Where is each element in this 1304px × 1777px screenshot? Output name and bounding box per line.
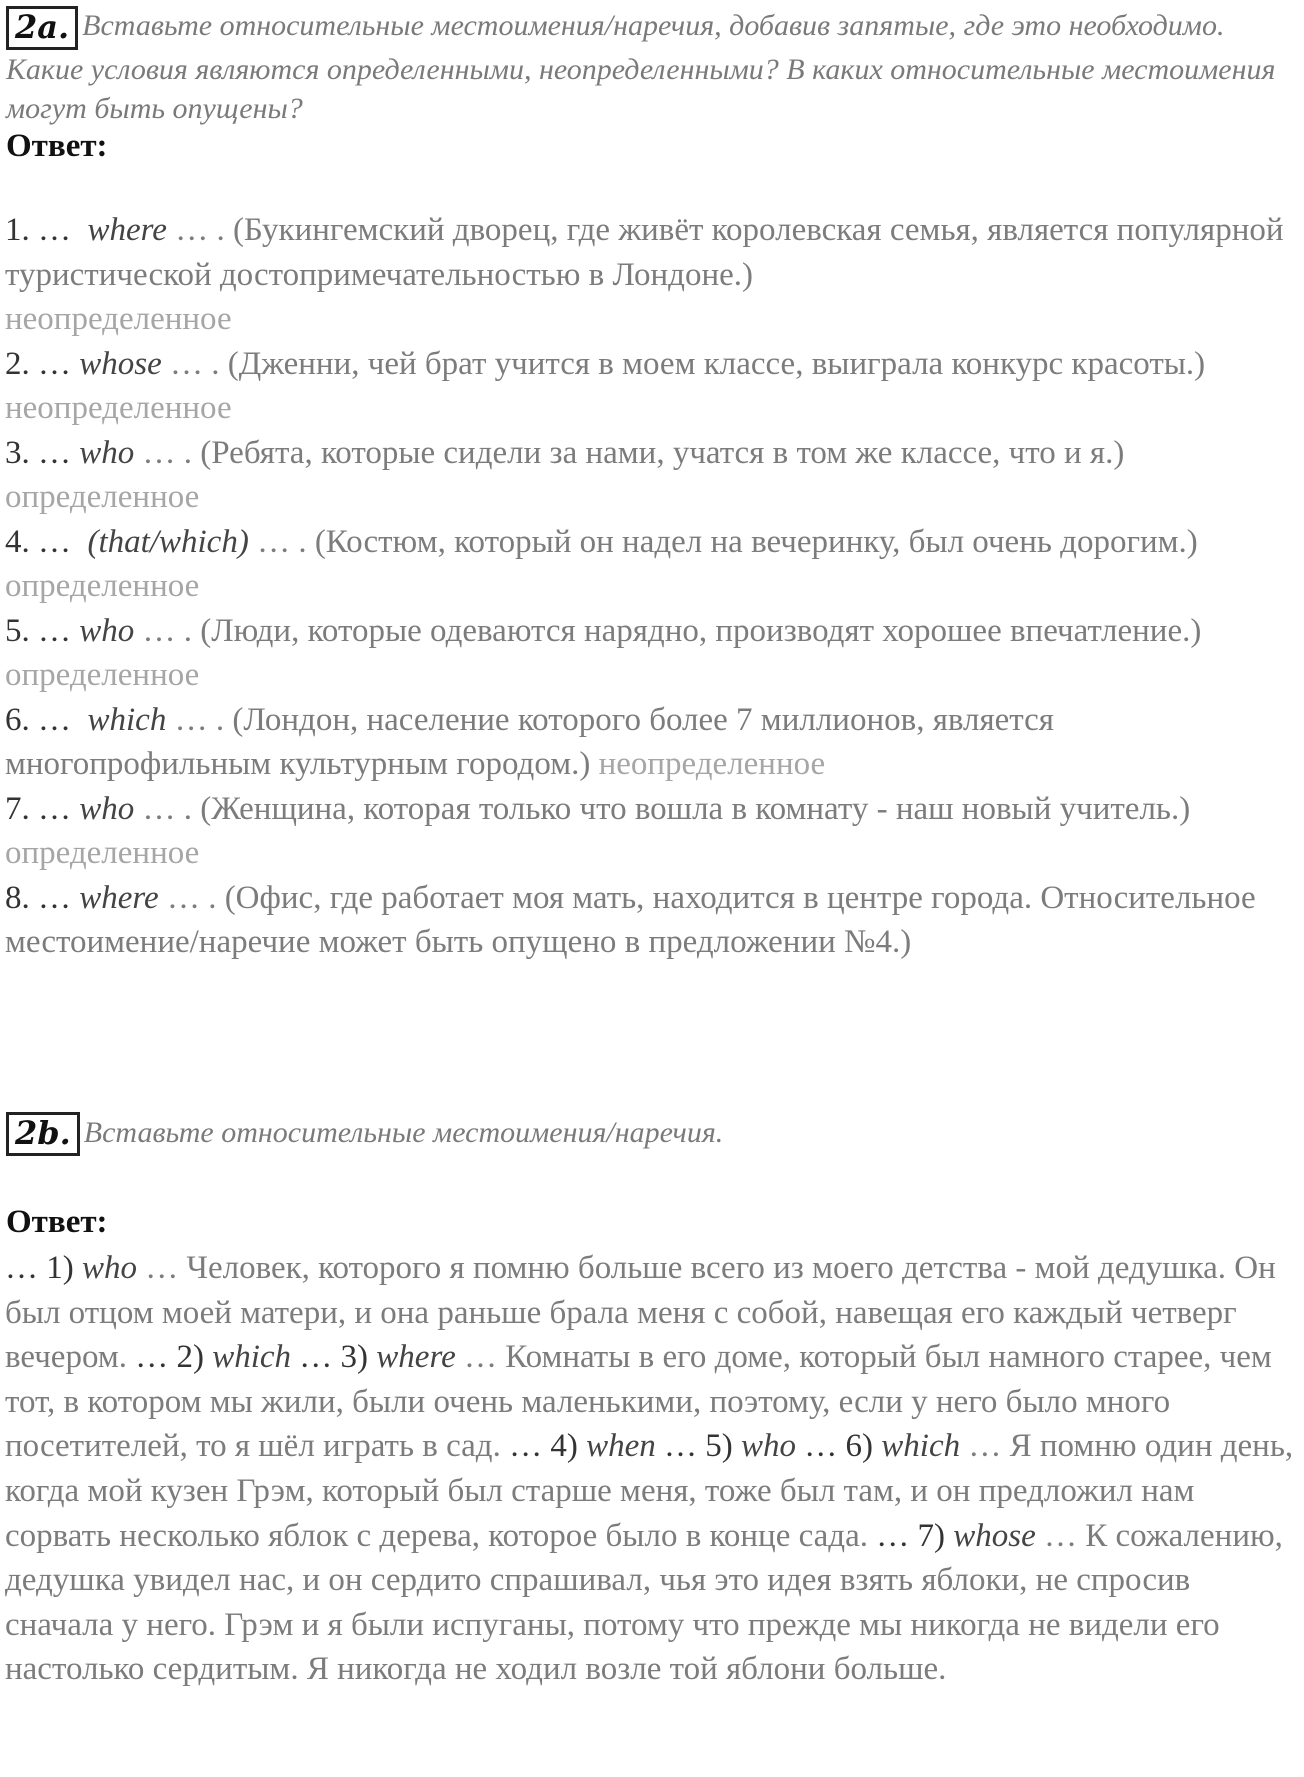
relative-word: who (79, 612, 135, 649)
answer-item-6 (5, 698, 1295, 787)
gap-number: … 3) (291, 1339, 377, 1376)
answer-item-8 (5, 876, 1295, 965)
relative-word: which (881, 1428, 961, 1465)
relative-word: which (212, 1339, 292, 1376)
relative-word: who (79, 434, 135, 471)
answer-item-7 (5, 787, 1295, 876)
gap-number: … 2) (135, 1339, 213, 1376)
paragraph-text: … К сожалению, дедушка увидел нас, и он сердито спрашивал, чья это идея взять яблоки, не спросив сначала у него. Грэм и я были испуганы, потому что прежде мы никогда не видели его настолько сердитым. Я никогда не ходил возле той яблони больше. (5, 1517, 1283, 1688)
task-a-answer-label: Ответ: (6, 128, 108, 164)
relative-word: where (87, 212, 167, 248)
paragraph-text: … Комнаты в его доме, который был намного старее, чем тот, в котором мы жили, были очень маленькими, поэтому, если у него было много посетителей, то я шёл играть в сад. (5, 1339, 1272, 1465)
relative-word: whose (79, 345, 162, 382)
task-a-answer-list (5, 208, 1295, 965)
clause-type: неопределенное (5, 301, 232, 337)
task-b-answer-paragraph (5, 1246, 1303, 1692)
clause-type: определенное (5, 657, 200, 693)
relative-word: which (87, 701, 167, 738)
gap-number: … 6) (796, 1428, 882, 1465)
answer-number: 4. … (5, 523, 71, 560)
clause-type: определенное (5, 479, 200, 515)
clause-type: неопределенное (598, 746, 826, 782)
answer-number: 7. … (5, 790, 71, 827)
gap-number: … 7) (876, 1517, 954, 1554)
relative-word: whose (953, 1517, 1036, 1554)
answer-translation: … . (Дженни, чей брат учится в моем классе, выиграла конкурс красоты.) (161, 345, 1206, 382)
answer-number: 6. … (5, 701, 71, 738)
answer-item-1 (5, 208, 1295, 342)
answer-translation: … . (Женщина, которая только что вошла в комнату - наш новый учитель.) (134, 790, 1191, 827)
gap-number: … 4) (509, 1428, 587, 1465)
task-a-instruction: Вставьте относительные местоимения/наречия, добавив запятые, где это необходимо. Какие условия являются определенными, неопределенными? В каких относительные местоимения могут быть опущены? (6, 9, 1276, 125)
paragraph-text: … Человек, которого я помню больше всего из моего детства - мой дедушка. Он был отцом моей матери, и она раньше брала меня с собой, навещая его каждый четверг вечером. (5, 1250, 1276, 1376)
relative-word: when (586, 1428, 656, 1465)
answer-item-3 (5, 431, 1295, 520)
gap-number: … 5) (655, 1428, 741, 1465)
task-a-header (6, 6, 1296, 128)
answer-translation: … . (Лондон, население которого более 7 миллионов, является многопрофильным культурным городом.) (5, 701, 1054, 782)
clause-type: неопределенное (5, 390, 232, 426)
clause-type: определенное (5, 568, 200, 604)
task-b-answer-label: Ответ: (6, 1204, 108, 1240)
relative-word: where (376, 1339, 456, 1376)
answer-item-2 (5, 342, 1295, 431)
relative-word: who (741, 1428, 797, 1465)
paragraph-text: … Я помню один день, когда мой кузен Грэм, который был старше меня, тоже был там, и он предложил нам сорвать несколько яблок с дерева, которое было в конце сада. (5, 1428, 1294, 1554)
gap-number: … 1) (5, 1250, 82, 1286)
answer-translation: … . (Ребята, которые сидели за нами, учатся в том же классе, что и я.) (134, 434, 1125, 471)
task-a-badge: 2a. (6, 6, 78, 50)
answer-item-5 (5, 609, 1295, 698)
task-b-badge: 2b. (6, 1112, 80, 1156)
answer-translation: … . (Офис, где работает моя мать, находится в центре города. Относительное местоимение/наречие может быть опущено в предложении №4.) (5, 879, 1256, 960)
relative-word: who (79, 790, 135, 827)
relative-word: who (82, 1250, 138, 1286)
answer-number: 2. … (5, 345, 71, 382)
answer-number: 3. … (5, 434, 71, 471)
answer-item-4 (5, 520, 1295, 609)
answer-translation: … . (Букингемский дворец, где живёт королевская семья, является популярной туристической достопримечательностью в Лондоне.) (5, 212, 1284, 293)
clause-type: определенное (5, 835, 200, 871)
answer-translation: … . (Костюм, который он надел на вечеринку, был очень дорогим.) (248, 523, 1198, 560)
answer-number: 8. … (5, 879, 71, 916)
task-b-header (6, 1112, 1296, 1156)
answer-translation: … . (Люди, которые одеваются нарядно, производят хорошее впечатление.) (134, 612, 1202, 649)
relative-word: where (79, 879, 159, 916)
answer-number: 5. … (5, 612, 71, 649)
relative-word: (that/which) (87, 523, 249, 560)
task-b-instruction: Вставьте относительные местоимения/наречия. (83, 1116, 724, 1149)
answer-number: 1. … (5, 212, 71, 248)
